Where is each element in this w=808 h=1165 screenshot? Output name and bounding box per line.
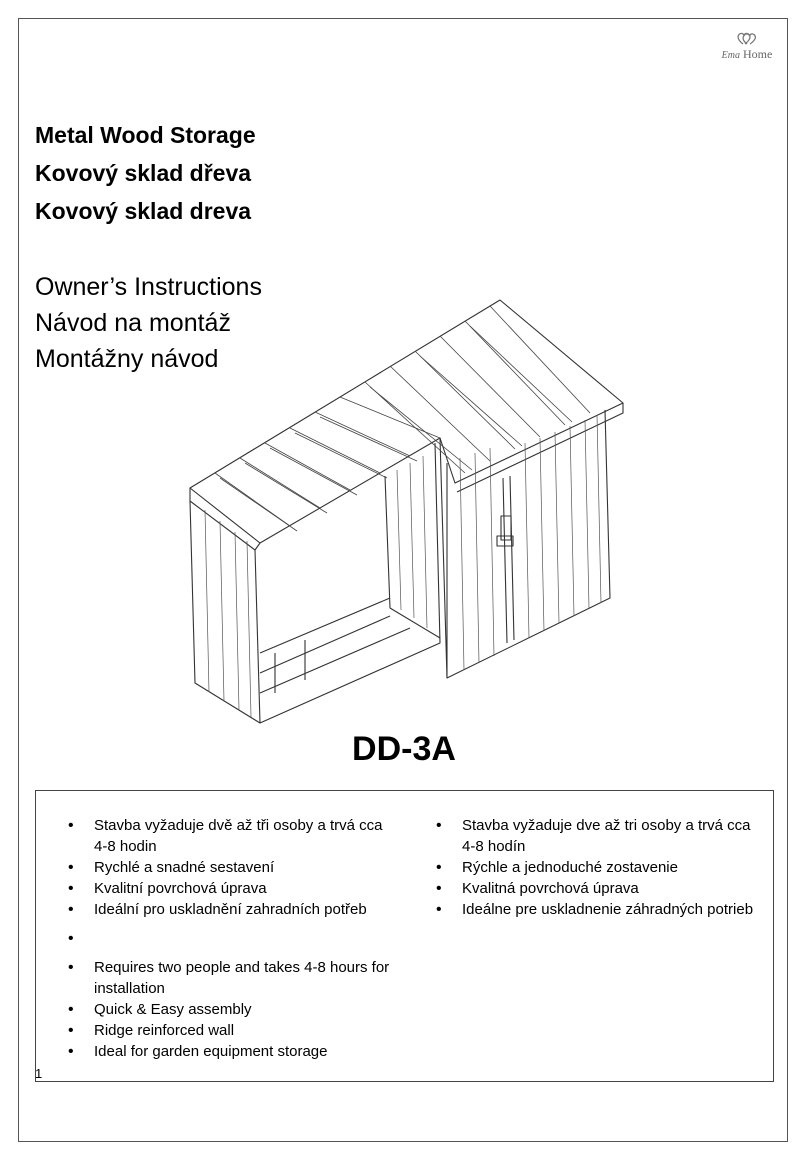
title-slovak: Kovový sklad dreva	[35, 198, 252, 224]
feature-item: • Quick & Easy assembly	[68, 999, 398, 1020]
shed-illustration	[185, 298, 635, 728]
roof-outline	[190, 300, 623, 543]
brand-logo	[712, 30, 782, 62]
title-english: Metal Wood Storage	[35, 122, 256, 148]
feature-item-empty	[68, 928, 398, 949]
feature-item: • Kvalitní povrchová úprava	[68, 878, 398, 899]
features-box	[35, 790, 774, 1082]
model-number: DD-3A	[352, 730, 456, 768]
feature-item: • Stavba vyžaduje dvě až tři osoby a trvá cca 4-8 hodin	[68, 815, 398, 857]
feature-item: • Rychlé a snadné sestavení	[68, 857, 398, 878]
door-seam	[503, 478, 507, 643]
subtitle-czech: Návod na montáž	[35, 309, 231, 337]
subtitle-slovak: Montážny návod	[35, 345, 219, 373]
title-czech: Kovový sklad dřeva	[35, 160, 252, 186]
feature-item: • Ideal for garden equipment storage	[68, 1041, 398, 1062]
product-titles	[35, 116, 256, 230]
features-left-column	[68, 815, 398, 1062]
hearts-icon	[736, 30, 758, 46]
wall-ribs	[205, 415, 601, 717]
feature-item: • Ideální pro uskladnění zahradních potřeb	[68, 899, 398, 920]
feature-item: • Kvalitná povrchová úprava	[436, 878, 766, 899]
brand-name: Ema Home	[721, 47, 773, 61]
feature-item: • Rýchle a jednoduché zostavenie	[436, 857, 766, 878]
feature-item: • Ridge reinforced wall	[68, 1020, 398, 1041]
feature-item: • Requires two people and takes 4-8 hours for installation	[68, 957, 398, 999]
features-right-column	[436, 815, 766, 920]
feature-item: • Ideálne pre uskladnenie záhradných potrieb	[436, 899, 766, 920]
page-number: 1	[35, 1066, 43, 1081]
roof-ribs	[215, 306, 590, 531]
feature-item: • Stavba vyžaduje dve až tri osoby a trvá cca 4-8 hodín	[436, 815, 766, 857]
subtitle-english: Owner’s Instructions	[35, 273, 262, 301]
